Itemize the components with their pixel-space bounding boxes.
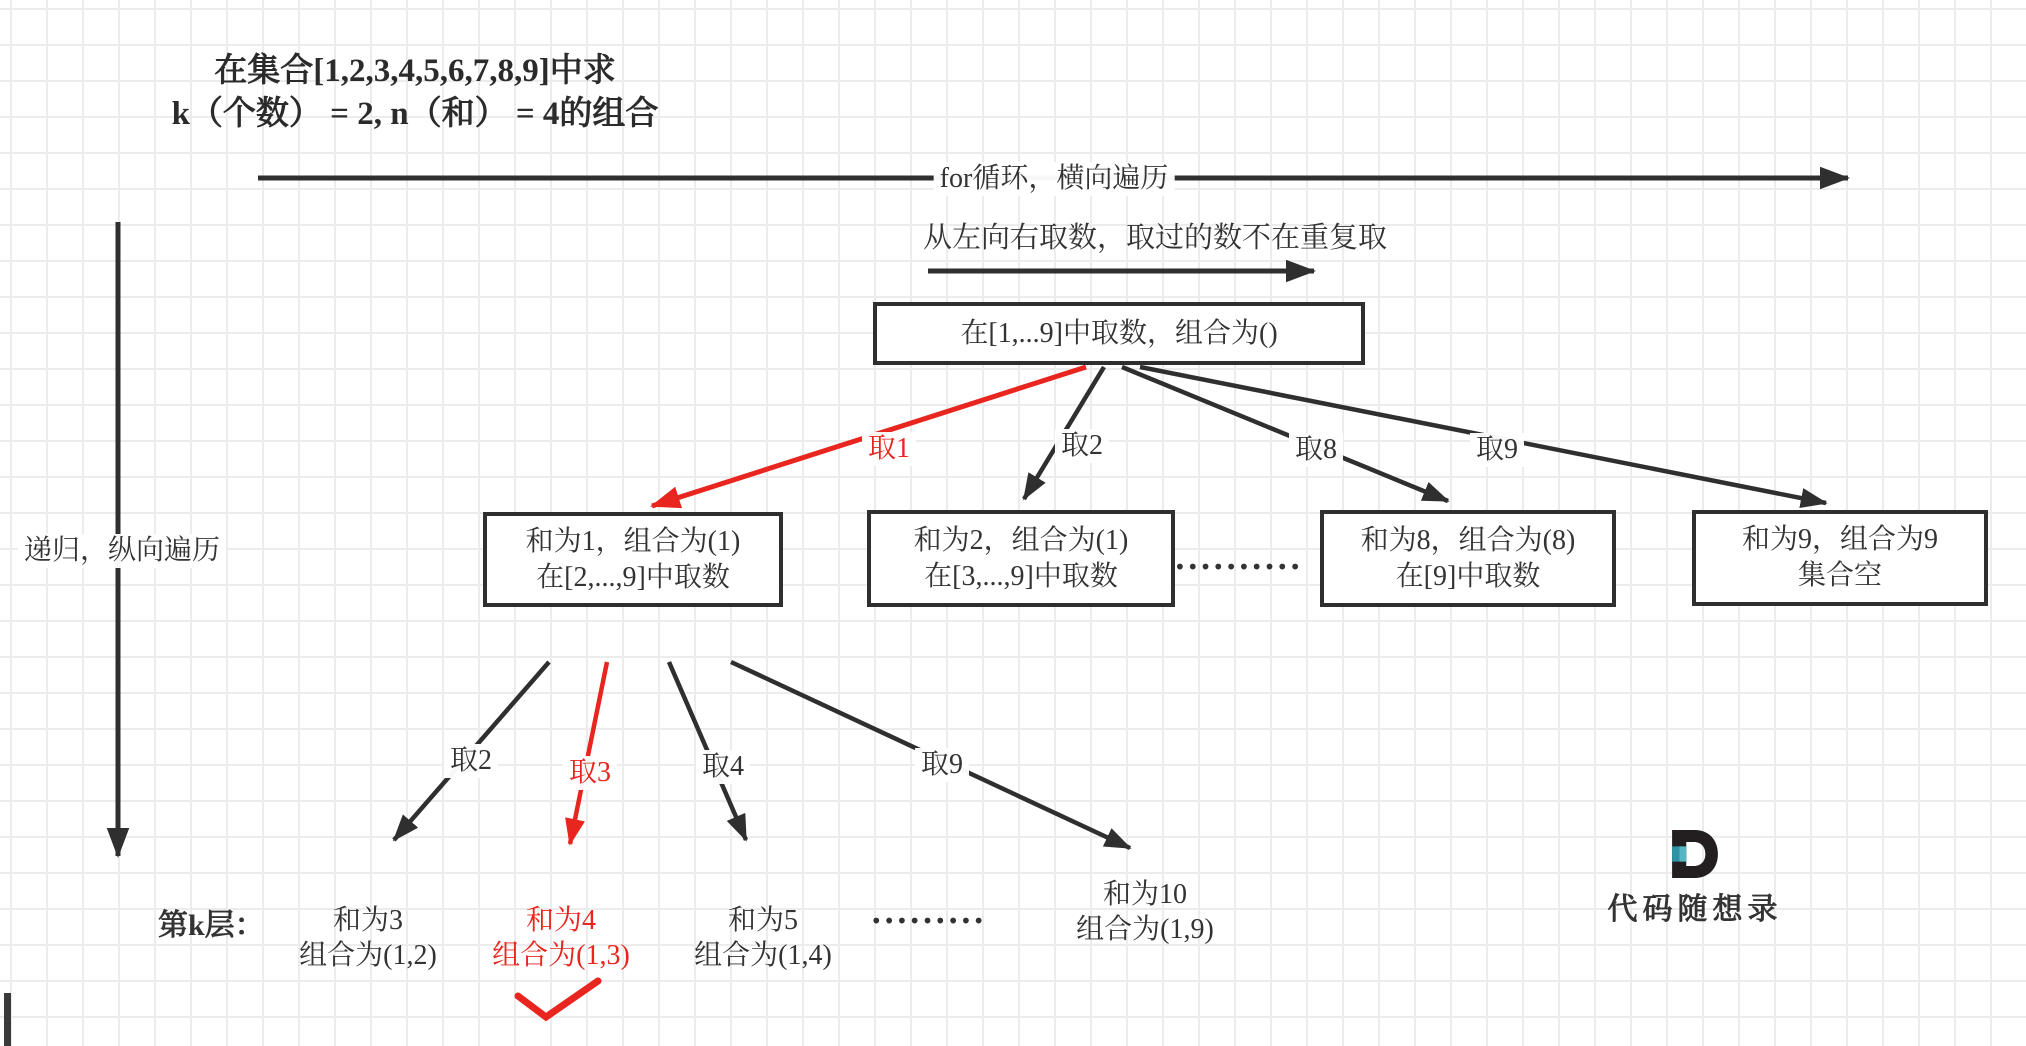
edge-root-take8 [1122,367,1448,501]
root-node [873,302,1365,365]
edge-label-l2-take3: 取3 [563,756,617,790]
leaf-node-2-line2: 组合为(1,3) [492,940,630,971]
leaf-node-2-line1: 和为4 [525,905,596,936]
edge-label-l2-take9: 取9 [915,748,969,782]
edge-label-take9: 取9 [1470,433,1524,467]
leaf-node-3-line1: 和为5 [727,905,798,936]
brand-name: 代码随想录 [1607,893,1783,926]
vertical-arrow-label: 递归，纵向遍历 [18,534,226,568]
root-node-text: 在[1,...9]中取数，组合为() [960,317,1278,349]
leaf-node-1 [299,903,437,973]
level1-node-1-line1: 和为1，组合为(1) [525,525,741,557]
leaf-node-4-line1: 和为10 [1102,879,1187,910]
edge-label-take2: 取2 [1055,429,1109,463]
level1-node-4-line2: 集合空 [1797,560,1882,591]
horizontal-arrow-label: for循环，横向遍历 [934,162,1175,196]
edge-label-take1: 取1 [862,432,916,466]
level1-node-1-line2: 在[2,...,9]中取数 [536,561,730,593]
edge-label-take8: 取8 [1289,433,1343,467]
leaf-node-4-line2: 组合为(1,9) [1076,914,1214,945]
edge-n1-take3 [570,662,607,844]
title-line2: k（个数） = 2, n（和） = 4的组合 [171,96,659,132]
leaf-node-3-line2: 组合为(1,4) [694,940,832,971]
brand-d-icon [1672,830,1718,878]
level1-node-4-line1: 和为9，组合为9 [1741,524,1938,555]
level1-node-4 [1692,510,1988,606]
diagram-title [150,50,680,136]
leaf-node-1-line2: 组合为(1,2) [299,940,437,971]
pick-note: 从左向右取数，取过的数不在重复取 [922,222,1388,254]
level1-node-3-line1: 和为8，组合为(8) [1360,524,1576,556]
level1-node-2 [867,510,1175,607]
level1-node-2-line2: 在[3,...,9]中取数 [924,560,1118,592]
level-row-label: 第k层： [158,909,265,942]
level1-node-3 [1320,510,1616,607]
leaf-node-2 [492,903,630,973]
leaf-node-3 [694,903,832,973]
level1-node-1 [483,512,783,607]
title-line1: 在集合[1,2,3,4,5,6,7,8,9]中求 [214,53,616,89]
brand-logo [1600,830,1790,928]
level1-node-3-line2: 在[9]中取数 [1395,560,1541,592]
scan-artifact [4,993,11,1046]
result-check-icon [518,981,598,1017]
edge-label-l2-take2: 取2 [444,744,498,778]
leaf-node-1-line1: 和为3 [332,905,403,936]
leaf-node-4 [1076,877,1214,947]
edge-label-l2-take4: 取4 [696,750,750,784]
level2-ellipsis: ••••••••• [870,909,986,933]
level1-ellipsis: •••••••••• [1174,555,1302,579]
level1-node-2-line1: 和为2，组合为(1) [913,524,1129,556]
